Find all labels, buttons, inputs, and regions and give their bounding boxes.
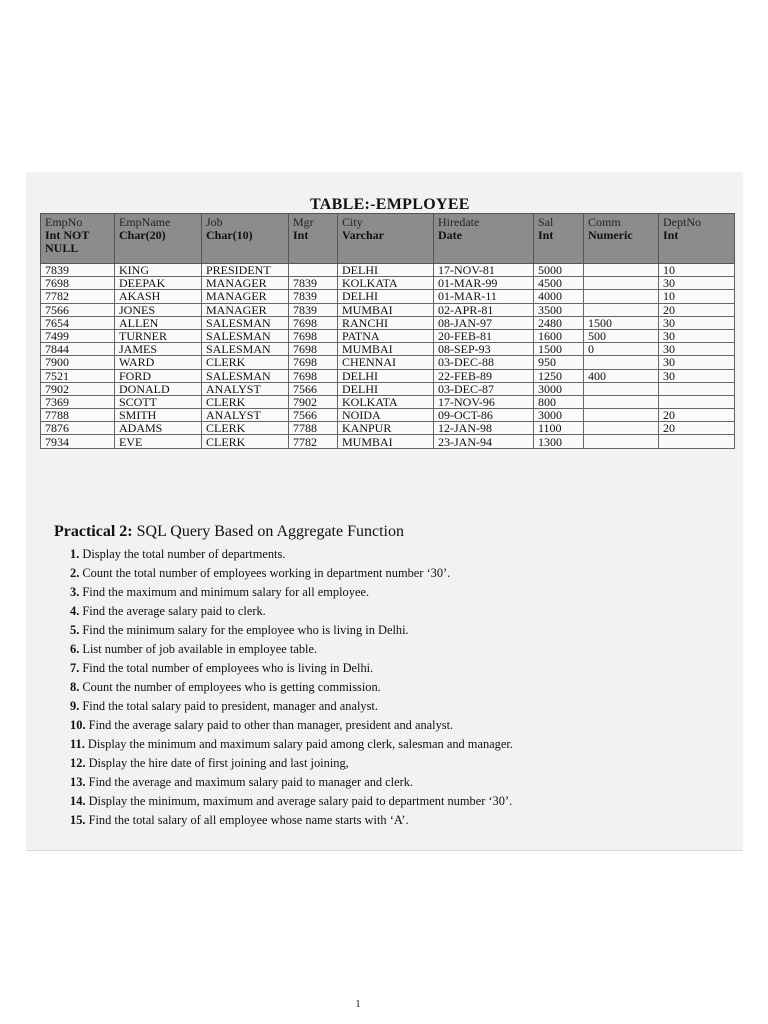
- table-row: [41, 277, 735, 290]
- table-cell: 7844: [41, 343, 115, 356]
- practical-heading: [54, 523, 654, 541]
- table-cell: [659, 382, 735, 395]
- question-number: 6.: [70, 642, 80, 656]
- table-cell: [289, 264, 338, 277]
- table-cell: RANCHI: [338, 316, 434, 329]
- table-cell: MANAGER: [202, 277, 289, 290]
- table-cell: MUMBAI: [338, 303, 434, 316]
- table-cell: MUMBAI: [338, 343, 434, 356]
- table-cell: ANALYST: [202, 409, 289, 422]
- question-number: 3.: [70, 585, 80, 599]
- table-cell: DELHI: [338, 290, 434, 303]
- table-cell: 7698: [289, 316, 338, 329]
- table-row: [41, 356, 735, 369]
- question-number: 2.: [70, 566, 80, 580]
- question-text: Find the minimum salary for the employee who is living in Delhi.: [79, 623, 409, 637]
- question-item: [70, 697, 654, 716]
- column-header: [41, 214, 115, 264]
- column-header: [202, 214, 289, 264]
- table-cell: 10: [659, 290, 735, 303]
- question-number: 1.: [70, 547, 80, 561]
- table-cell: 20: [659, 303, 735, 316]
- question-text: Find the total salary paid to president, manager and analyst.: [79, 699, 378, 713]
- table-cell: NOIDA: [338, 409, 434, 422]
- column-type: Int: [663, 228, 679, 242]
- table-cell: 7369: [41, 395, 115, 408]
- table-cell: [584, 409, 659, 422]
- page-number: 1: [355, 999, 361, 1010]
- table-cell: 20: [659, 422, 735, 435]
- table-cell: 10: [659, 264, 735, 277]
- table-cell: 800: [534, 395, 584, 408]
- column-type: Int: [538, 228, 554, 242]
- column-name: Mgr: [293, 215, 314, 229]
- table-cell: 01-MAR-11: [434, 290, 534, 303]
- question-item: [70, 583, 654, 602]
- table-row: [41, 395, 735, 408]
- column-header: [434, 214, 534, 264]
- table-cell: JONES: [115, 303, 202, 316]
- table-cell: 03-DEC-88: [434, 356, 534, 369]
- question-item: [70, 545, 654, 564]
- table-cell: PATNA: [338, 329, 434, 342]
- table-cell: 01-MAR-99: [434, 277, 534, 290]
- practical-title: SQL Query Based on Aggregate Function: [132, 523, 404, 540]
- question-number: 11.: [70, 737, 85, 751]
- column-name: Job: [206, 215, 223, 229]
- table-cell: 1250: [534, 369, 584, 382]
- column-name: EmpName: [119, 215, 171, 229]
- table-cell: 7698: [289, 356, 338, 369]
- question-text: Display the total number of departments.: [79, 547, 286, 561]
- table-cell: 7698: [41, 277, 115, 290]
- table-cell: 7839: [289, 277, 338, 290]
- table-cell: DELHI: [338, 264, 434, 277]
- question-item: [70, 602, 654, 621]
- table-cell: KOLKATA: [338, 277, 434, 290]
- table-cell: [584, 395, 659, 408]
- table-cell: 4500: [534, 277, 584, 290]
- table-cell: MUMBAI: [338, 435, 434, 448]
- table-cell: 08-SEP-93: [434, 343, 534, 356]
- column-type: Numeric: [588, 228, 633, 242]
- question-text: Find the average and maximum salary paid to manager and clerk.: [85, 775, 414, 789]
- table-cell: PRESIDENT: [202, 264, 289, 277]
- question-text: Find the maximum and minimum salary for all employee.: [79, 585, 370, 599]
- table-cell: 5000: [534, 264, 584, 277]
- table-cell: CHENNAI: [338, 356, 434, 369]
- table-row: [41, 316, 735, 329]
- table-cell: KOLKATA: [338, 395, 434, 408]
- table-row: [41, 329, 735, 342]
- table-cell: KANPUR: [338, 422, 434, 435]
- employee-table: [40, 213, 735, 449]
- question-number: 7.: [70, 661, 80, 675]
- table-cell: 7698: [289, 369, 338, 382]
- table-cell: [584, 356, 659, 369]
- table-cell: 7782: [289, 435, 338, 448]
- table-cell: EVE: [115, 435, 202, 448]
- table-cell: SALESMAN: [202, 316, 289, 329]
- table-cell: [584, 264, 659, 277]
- table-cell: CLERK: [202, 395, 289, 408]
- table-cell: 950: [534, 356, 584, 369]
- table-cell: 17-NOV-96: [434, 395, 534, 408]
- question-item: [70, 811, 654, 830]
- table-cell: DELHI: [338, 382, 434, 395]
- question-item: [70, 659, 654, 678]
- table-cell: 7566: [41, 303, 115, 316]
- table-cell: 7521: [41, 369, 115, 382]
- table-cell: [584, 435, 659, 448]
- question-text: Find the average salary paid to other than manager, president and analyst.: [85, 718, 454, 732]
- table-cell: [584, 382, 659, 395]
- question-text: Find the total salary of all employee whose name starts with ‘A’.: [85, 813, 409, 827]
- table-cell: DONALD: [115, 382, 202, 395]
- table-cell: ANALYST: [202, 382, 289, 395]
- table-cell: 7876: [41, 422, 115, 435]
- table-row: [41, 264, 735, 277]
- table-cell: MANAGER: [202, 303, 289, 316]
- question-item: [70, 621, 654, 640]
- table-row: [41, 343, 735, 356]
- column-type: Varchar: [342, 228, 384, 242]
- table-cell: 30: [659, 343, 735, 356]
- table-cell: SALESMAN: [202, 329, 289, 342]
- table-cell: 2480: [534, 316, 584, 329]
- table-cell: 7654: [41, 316, 115, 329]
- table-cell: 7788: [289, 422, 338, 435]
- table-cell: [584, 290, 659, 303]
- column-type: Int: [293, 228, 309, 242]
- question-text: Display the minimum, maximum and average salary paid to department number ‘30’.: [85, 794, 513, 808]
- question-number: 9.: [70, 699, 80, 713]
- table-cell: SALESMAN: [202, 369, 289, 382]
- question-item: [70, 773, 654, 792]
- column-name: City: [342, 215, 363, 229]
- question-list: [54, 545, 654, 830]
- table-cell: [659, 435, 735, 448]
- practical-label: Practical 2:: [54, 523, 133, 540]
- question-item: [70, 716, 654, 735]
- column-header: [289, 214, 338, 264]
- column-name: Comm: [588, 215, 621, 229]
- table-cell: WARD: [115, 356, 202, 369]
- question-text: Find the average salary paid to clerk.: [79, 604, 266, 618]
- question-item: [70, 564, 654, 583]
- table-cell: 7839: [289, 303, 338, 316]
- table-cell: 7499: [41, 329, 115, 342]
- question-number: 10.: [70, 718, 86, 732]
- table-cell: 12-JAN-98: [434, 422, 534, 435]
- question-text: List number of job available in employee table.: [79, 642, 318, 656]
- table-cell: 1500: [584, 316, 659, 329]
- table-cell: 02-APR-81: [434, 303, 534, 316]
- question-number: 4.: [70, 604, 80, 618]
- table-row: [41, 382, 735, 395]
- table-cell: 4000: [534, 290, 584, 303]
- table-cell: 17-NOV-81: [434, 264, 534, 277]
- table-cell: 20-FEB-81: [434, 329, 534, 342]
- question-item: [70, 735, 654, 754]
- table-cell: SCOTT: [115, 395, 202, 408]
- table-cell: 3000: [534, 409, 584, 422]
- table-cell: [584, 303, 659, 316]
- table-body: [41, 264, 735, 449]
- table-cell: 1500: [534, 343, 584, 356]
- table-cell: 30: [659, 369, 735, 382]
- table-cell: [659, 395, 735, 408]
- table-cell: ALLEN: [115, 316, 202, 329]
- column-header: [659, 214, 735, 264]
- column-type: Date: [438, 228, 462, 242]
- question-item: [70, 754, 654, 773]
- table-cell: 30: [659, 356, 735, 369]
- column-header: [584, 214, 659, 264]
- table-row: [41, 422, 735, 435]
- table-cell: 7902: [41, 382, 115, 395]
- table-cell: ADAMS: [115, 422, 202, 435]
- table-cell: CLERK: [202, 435, 289, 448]
- table-cell: 09-OCT-86: [434, 409, 534, 422]
- table-cell: MANAGER: [202, 290, 289, 303]
- column-type: Int NOT NULL: [45, 228, 90, 255]
- table-cell: KING: [115, 264, 202, 277]
- table-cell: 30: [659, 329, 735, 342]
- question-text: Find the total number of employees who is living in Delhi.: [79, 661, 374, 675]
- table-row: [41, 435, 735, 448]
- table-cell: 0: [584, 343, 659, 356]
- table-cell: DELHI: [338, 369, 434, 382]
- table-cell: 7566: [289, 409, 338, 422]
- column-name: DeptNo: [663, 215, 701, 229]
- table-cell: 400: [584, 369, 659, 382]
- question-number: 5.: [70, 623, 80, 637]
- table-row: [41, 290, 735, 303]
- question-number: 14.: [70, 794, 86, 808]
- column-header: [115, 214, 202, 264]
- table-cell: 1300: [534, 435, 584, 448]
- table-cell: CLERK: [202, 356, 289, 369]
- table-title: TABLE:-EMPLOYEE: [310, 196, 470, 213]
- question-text: Count the total number of employees working in department number ‘30’.: [79, 566, 451, 580]
- table-cell: AKASH: [115, 290, 202, 303]
- table-cell: JAMES: [115, 343, 202, 356]
- table-row: [41, 409, 735, 422]
- table-cell: 03-DEC-87: [434, 382, 534, 395]
- question-text: Display the minimum and maximum salary paid among clerk, salesman and manager.: [84, 737, 513, 751]
- question-text: Display the hire date of first joining and last joining,: [85, 756, 349, 770]
- table-cell: 22-FEB-89: [434, 369, 534, 382]
- question-number: 12.: [70, 756, 86, 770]
- table-cell: 7566: [289, 382, 338, 395]
- column-type: Char(10): [206, 228, 253, 242]
- table-cell: SMITH: [115, 409, 202, 422]
- column-header: [534, 214, 584, 264]
- question-text: Count the number of employees who is getting commission.: [79, 680, 381, 694]
- table-cell: [584, 422, 659, 435]
- question-number: 15.: [70, 813, 86, 827]
- question-number: 13.: [70, 775, 86, 789]
- question-item: [70, 678, 654, 697]
- column-name: Sal: [538, 215, 554, 229]
- column-name: EmpNo: [45, 215, 83, 229]
- table-cell: 1100: [534, 422, 584, 435]
- table-cell: 30: [659, 277, 735, 290]
- practical-section: [54, 523, 654, 830]
- table-cell: 3500: [534, 303, 584, 316]
- table-cell: 7788: [41, 409, 115, 422]
- table-cell: 7698: [289, 343, 338, 356]
- column-name: Hiredate: [438, 215, 480, 229]
- table-cell: 7782: [41, 290, 115, 303]
- table-cell: 7902: [289, 395, 338, 408]
- question-item: [70, 792, 654, 811]
- table-cell: 20: [659, 409, 735, 422]
- table-header-row: [41, 214, 735, 264]
- table-cell: [584, 277, 659, 290]
- question-number: 8.: [70, 680, 80, 694]
- table-cell: TURNER: [115, 329, 202, 342]
- table-cell: CLERK: [202, 422, 289, 435]
- table-cell: 23-JAN-94: [434, 435, 534, 448]
- column-header: [338, 214, 434, 264]
- table-cell: 7839: [289, 290, 338, 303]
- table-cell: 7900: [41, 356, 115, 369]
- column-type: Char(20): [119, 228, 166, 242]
- table-cell: 08-JAN-97: [434, 316, 534, 329]
- table-cell: 7839: [41, 264, 115, 277]
- table-row: [41, 369, 735, 382]
- table-cell: 3000: [534, 382, 584, 395]
- table-cell: DEEPAK: [115, 277, 202, 290]
- table-cell: SALESMAN: [202, 343, 289, 356]
- table-cell: 7934: [41, 435, 115, 448]
- table-cell: FORD: [115, 369, 202, 382]
- table-cell: 7698: [289, 329, 338, 342]
- table-row: [41, 303, 735, 316]
- table-cell: 500: [584, 329, 659, 342]
- table-cell: 30: [659, 316, 735, 329]
- question-item: [70, 640, 654, 659]
- table-cell: 1600: [534, 329, 584, 342]
